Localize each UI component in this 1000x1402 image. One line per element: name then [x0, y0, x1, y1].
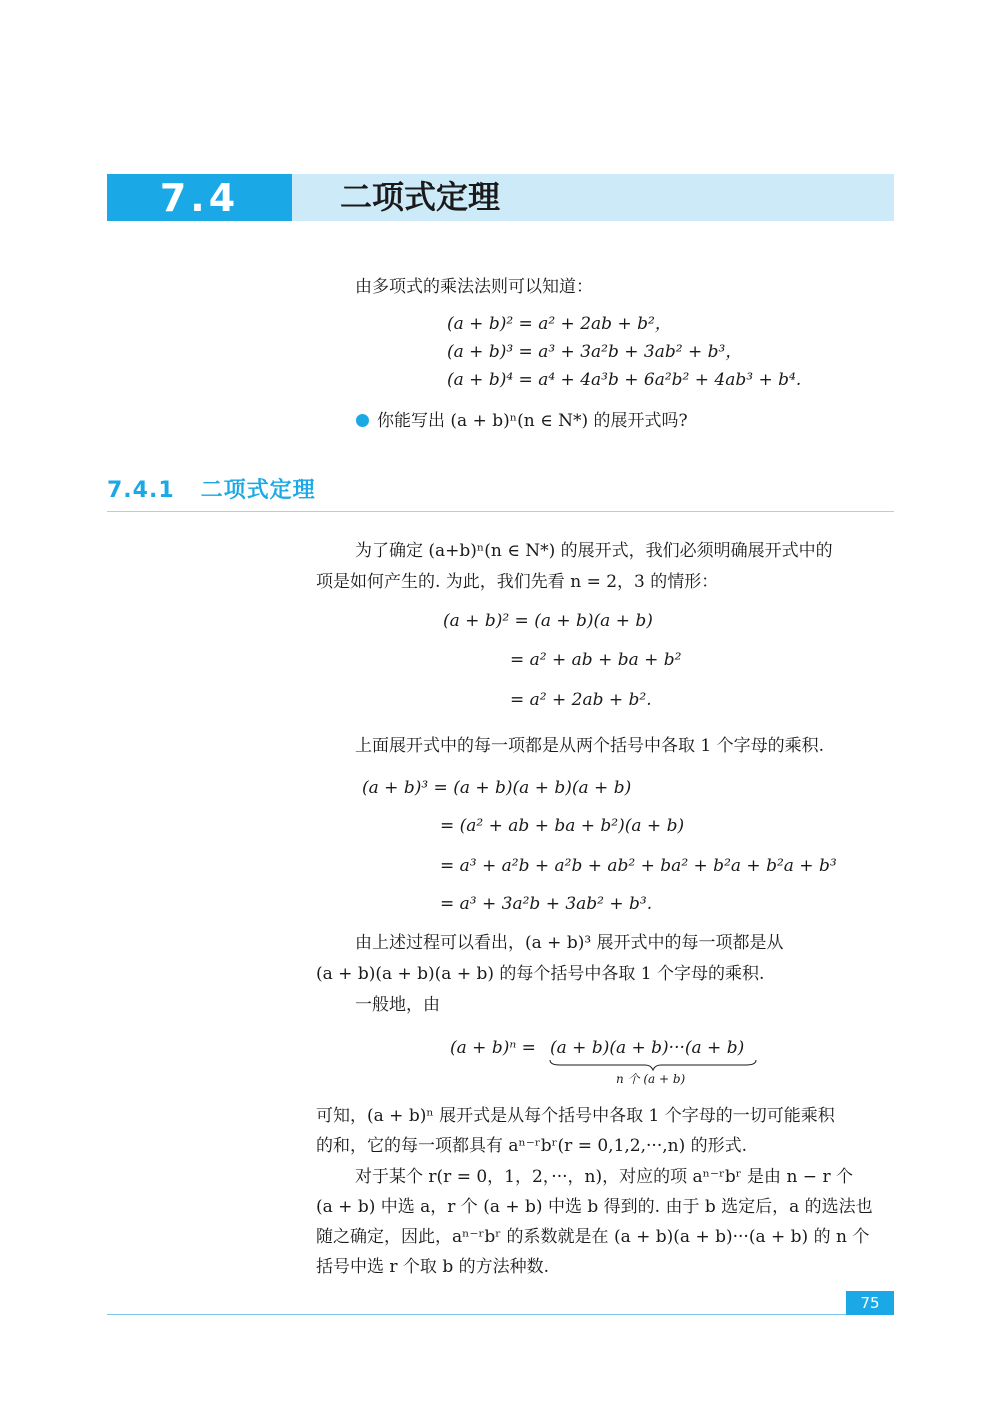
intro-lead: 由多项式的乘法法则可以知道：	[355, 277, 593, 297]
para-6-line-1: 对于某个 r(r = 0，1，2，···，n)，对应的项 aⁿ⁻ʳbʳ 是由 n − r 个	[355, 1167, 853, 1187]
para-6-line-3: 随之确定，因此，aⁿ⁻ʳbʳ 的系数就是在 (a + b)(a + b)···(a + b) 的 n 个	[316, 1227, 870, 1247]
bullet-dot-icon	[356, 414, 369, 427]
cube-expansion-line-4: = a³ + 3a²b + 3ab² + b³.	[440, 894, 653, 914]
subsection-number: 7.4.1	[107, 478, 175, 503]
general-expansion-lhs: (a + b)ⁿ =	[450, 1038, 536, 1058]
subsection-title-text: 二项式定理	[200, 478, 316, 503]
page-number: 75	[846, 1291, 894, 1315]
subsection-title	[107, 474, 316, 508]
intro-eq-2: (a + b)³ = a³ + 3a²b + 3ab² + b³，	[447, 342, 743, 362]
section-number: 7.4	[107, 174, 292, 221]
square-expansion-line-3: = a² + 2ab + b².	[510, 690, 652, 710]
cube-expansion-line-1: (a + b)³ = (a + b)(a + b)(a + b)	[362, 778, 632, 798]
cube-expansion-line-2: = (a² + ab + ba + b²)(a + b)	[440, 816, 685, 836]
footer-divider	[107, 1314, 894, 1315]
para-5-line-2: 的和，它的每一项都具有 aⁿ⁻ʳbʳ(r = 0,1,2,···,n) 的形式.	[316, 1136, 748, 1156]
underbrace-note: n 个 (a + b)	[616, 1072, 686, 1086]
para-3-line-1: 由上述过程可以看出，(a + b)³ 展开式中的每一项都是从	[355, 933, 784, 953]
intro-eq-1: (a + b)² = a² + 2ab + b²，	[447, 314, 672, 334]
para-6-line-2: (a + b) 中选 a，r 个 (a + b) 中选 b 得到的. 由于 b 选定后，a 的选法也	[316, 1197, 873, 1217]
intro-question	[356, 406, 688, 436]
intro-question-text: 你能写出 (a + b)ⁿ(n ∈ N*) 的展开式吗?	[377, 411, 688, 431]
para-4: 一般地，由	[355, 995, 440, 1015]
para-3-line-2: (a + b)(a + b)(a + b) 的每个括号中各取 1 个字母的乘积.	[316, 964, 765, 984]
section-title: 二项式定理	[340, 178, 501, 216]
para-1-line-2: 项是如何产生的. 为此，我们先看 n = 2，3 的情形：	[316, 572, 719, 592]
subsection-divider	[107, 511, 894, 512]
para-1-line-1: 为了确定 (a+b)ⁿ(n ∈ N*) 的展开式，我们必须明确展开式中的	[355, 541, 833, 561]
intro-eq-3: (a + b)⁴ = a⁴ + 4a³b + 6a²b² + 4ab³ + b⁴.	[447, 370, 802, 390]
square-expansion-line-1: (a + b)² = (a + b)(a + b)	[443, 611, 653, 631]
para-2: 上面展开式中的每一项都是从两个括号中各取 1 个字母的乘积.	[355, 736, 825, 756]
cube-expansion-line-3: = a³ + a²b + a²b + ab² + ba² + b²a + b²a + b³	[440, 856, 837, 876]
square-expansion-line-2: = a² + ab + ba + b²	[510, 650, 682, 670]
para-5-line-1: 可知，(a + b)ⁿ 展开式是从每个括号中各取 1 个字母的一切可能乘积	[316, 1106, 835, 1126]
general-expansion-rhs: (a + b)(a + b)···(a + b)	[550, 1038, 745, 1058]
para-6-line-4: 括号中选 r 个取 b 的方法种数.	[316, 1257, 550, 1277]
